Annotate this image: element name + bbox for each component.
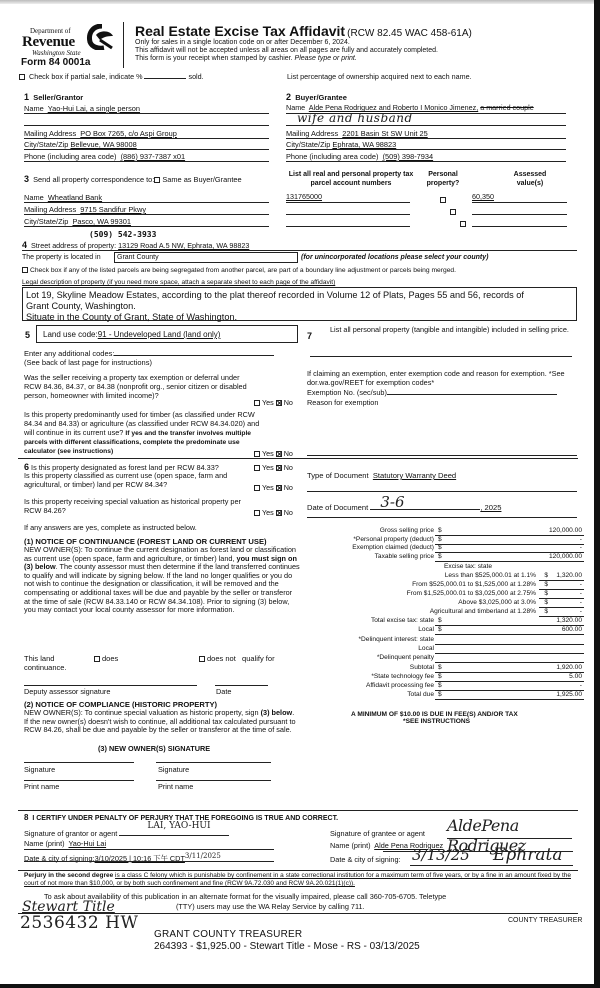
form-subtitle-1: Only for sales in a single location code on or after December 6, 2024. [135,39,350,46]
partial-sale-percent[interactable] [144,78,186,79]
grantee-city-field[interactable]: Ephrata [493,845,563,865]
street-address-field[interactable]: 13129 Road A.5 NW, Ephrata, WA 98823 [118,241,250,250]
yes-checkbox[interactable] [254,485,260,491]
print-name-line-2 [156,780,271,781]
grantee-date-row: Date & city of signing: [330,855,401,864]
parcel-number-line [286,214,410,215]
new-owner-sig-line-1 [24,762,134,763]
taxable-selling-price-value[interactable]: 120,000.00 [548,553,582,560]
seller-phone-line [24,161,269,162]
buyer-mailing-field[interactable]: 2201 Basin St SW Unit 25 [342,129,428,138]
buyer-section-title: 2 Buyer/Grantee [286,92,347,102]
buyer-name-row: Name Alde Pena Rodriguez and Roberto I Monico Jimenez, a married couple [286,103,534,112]
delinquent-interest-state: *Delinquent interest: state [330,636,584,645]
handwritten-company: Stewart Title [22,899,115,915]
personal-property-checkbox[interactable] [450,209,456,215]
street-address-line [22,250,577,251]
grantor-name-field[interactable]: Yao-Hui Lai [68,839,107,848]
seller-name-row: Name Yao-Hui Lai, a single person [24,104,141,113]
excise-tier: From $525,000.01 to $1,525,000 at 1.28% $ - [412,581,582,588]
land-use-box: Land use code:91 - Undeveloped Land (land only) [36,325,298,343]
form-number: Form 84 0001a [21,57,91,68]
yes-checkbox[interactable] [254,400,260,406]
personal-property-label: List all personal property (tangible and intangible) included in selling price. [330,325,569,334]
form-subtitle-3: This form is your receipt when stamped by cashier. Please type or print. [135,55,357,62]
buyer-city-row: City/State/Zip Ephrata, WA 98823 [286,140,397,149]
partial-sale-row: Check box if partial sale, indicate % sold. [19,73,204,82]
deputy-signature-label: Deputy assessor signature [24,687,111,696]
correspondence-phone-stamp: (509) 542-3933 [89,230,157,239]
excise-local: Local $ 600.00 [418,626,582,633]
seller-name-line-2 [24,125,269,126]
minimum-note: A MINIMUM OF $10.00 IS DUE IN FEE(S) AND/OR TAX [351,711,518,718]
exemption-claimed-deduct-value[interactable]: - [579,544,582,551]
excise-tier-value[interactable]: - [579,599,582,606]
excise-tier-value[interactable]: - [579,608,582,615]
buyer-phone-line [286,161,566,162]
parcel-number-line [286,226,410,227]
ownership-note: List percentage of ownership acquired next to each name. [287,72,472,81]
no-checkbox[interactable] [276,451,282,457]
form-title-ref: (RCW 82.45 WAC 458-61A) [347,28,472,39]
grantee-name-row: Name (print) Alde Pena Rodriguez [330,841,444,850]
grantee-signature-line [447,838,572,839]
form-title [135,23,472,40]
yes-checkbox[interactable] [254,465,260,471]
no-checkbox[interactable] [276,510,282,516]
personal-property-deduct-value[interactable]: - [579,536,582,543]
question-timber: Is this property predominantly used for timber (as classified under RCW 84.34 and 84.33) or agriculture (as classified under RCW 84.34.020) and will continue in its current use? If yes and the transfer involves multiple parcels with different classifications, complete the predominate use calculator (see instructions) [24,410,260,456]
total-due: Total due $ 1,925.00 [407,691,582,698]
state-technology-fee: *State technology fee $ 5.00 [371,673,582,680]
buyer-mailing-line [286,138,566,139]
grantee-signature-field[interactable]: AldePena Rodriguez [447,816,526,855]
print-name-label-2: Print name [158,782,194,791]
located-in-label: The property is located in [22,254,101,261]
street-address-row: 4 Street address of property: 13129 Road A.5 NW, Ephrata, WA 98823 [22,240,250,250]
no-checkbox[interactable] [276,465,282,471]
personal-col-header: Personal property? [426,171,460,187]
seller-mailing-field[interactable]: PO Box 7265, c/o Aspi Group [80,129,177,138]
correspondence-mailing-line [24,214,269,215]
document-date-line [307,517,577,518]
excise-tier-value[interactable]: - [579,590,582,597]
does-option: does [94,654,118,663]
accessibility-note-2: (TTY) users may use the WA Relay Service by calling 711. [176,902,365,911]
seller-phone-field[interactable]: (886) 937-7387 x01 [120,152,186,161]
question-exemption: Was the seller receiving a property tax exemption or deferral under RCW 84.36, 84.37, or 84.38 (nonprofit org., senior citizen or disabled person, homeowner with limited income)? [24,373,247,400]
correspondence-city-row: City/State/Zip Pasco, WA 99301 [24,217,131,226]
parcel-col-header: List all real and personal property tax parcel account numbers [288,171,414,187]
grantee-name-field[interactable]: Alde Pena Rodriguez [374,841,444,850]
segregated-checkbox[interactable] [22,267,28,273]
question-current-use: Is this property classified as current use (open space, farm and agricultural, or timber) land per RCW 84.34? [24,471,228,489]
excise-header: Excise tax: state [444,563,493,570]
subtotal: Subtotal $ 1,920.00 [409,664,582,671]
excise-tier-value[interactable]: 1,320.00 [556,572,582,579]
seller-name-line [24,113,269,114]
document-date-field[interactable]: 3-6 [370,501,480,510]
county-select[interactable]: Grant County [114,252,298,263]
print-name-line-1 [24,780,134,781]
exemption-claimed-deduct: Exemption claimed (deduct) $ - [352,544,582,551]
correspondence-name-line [24,202,269,203]
exemption-reason-label: Reason for exemption [307,398,379,407]
correspondence-mailing-row: Mailing Address 9715 Sandifur Pkwy [24,205,147,214]
exemption-number-row: Exemption No. (sec/sub) [307,389,557,398]
document-type-line [307,491,577,492]
accessibility-note-1: To ask about availability of this publication in an alternate format for the visually impaired, please call 360-705-6705. Teletype [44,892,447,901]
agency-top: Department of [30,27,71,35]
buyer-name-handwritten: wife and husband [297,111,413,125]
personal-property-section-num: 7 [307,331,313,341]
personal-property-line [310,356,572,357]
question-exemption-answer: Yes No [254,399,293,408]
header-divider [123,22,124,68]
question-timber-answer: Yes No [254,450,293,459]
deputy-signature-line [24,685,197,686]
personal-property-deduct: *Personal property (deduct) $ - [353,536,582,543]
question-historic: Is this property receiving special valuation as historical property per RCW 84.26? [24,497,241,515]
total-excise-state-value[interactable]: 1,320.00 [556,617,582,624]
delinquent-penalty: *Delinquent penalty [330,654,584,663]
buyer-phone-row: Phone (including area code) (509) 398-7934 [286,152,434,161]
assessed-value-line [472,214,567,215]
see-instructions: *SEE INSTRUCTIONS [403,718,471,725]
treasurer-stamp-detail: 264393 - $1,925.00 - Stewart Title - Mose - RS - 03/13/2025 [154,941,420,952]
seller-city-field[interactable]: Bellevue, WA 98008 [70,140,137,149]
assessed-value-line [472,226,567,227]
state-technology-fee-value[interactable]: 5.00 [569,673,582,680]
if-yes-note: If any answers are yes, complete as instructed below. [24,523,197,532]
deputy-date-label: Date [216,687,232,696]
continuance-title: (1) NOTICE OF CONTINUANCE (FOREST LAND OR CURRENT USE) [24,537,267,546]
buyer-city-line [286,149,566,150]
grantee-signature-row: Signature of grantee or agent [330,829,425,838]
assessed-value-field[interactable]: 60,350 [472,192,494,201]
affidavit-processing-fee: Affidavit processing fee $ - [365,682,582,689]
question-forest: 6 Is this property designated as forest land per RCW 84.33? [24,462,219,472]
delinquent-interest-local: Local [330,645,584,654]
certify-top-line [18,810,578,811]
seller-section-title: 1 Seller/Grantor [24,92,84,102]
buyer-name-struck: a married couple [480,103,534,112]
taxable-selling-price: Taxable selling price $ 120,000.00 [374,553,582,560]
total-due-value[interactable]: 1,925.00 [556,691,582,698]
gross-selling-price-value[interactable]: 120,000.00 [548,527,582,534]
perjury-notice: Perjury in the second degree is a class C felony which is punishable by confinement in a state correctional institution for a maximum term of five years, or by a fine in an amount fixed by the court of not more than $10,000, or by both such confinement and fine (RCW 9A.72.030 and RCW 9A.20.021(1)(c)). [24,872,571,888]
question-historic-answer: Yes No [254,509,293,518]
yes-checkbox[interactable] [254,451,260,457]
additional-codes-note: (See back of last page for instructions) [24,358,152,367]
excise-tier: Above $3,025,000 at 3.0% $ - [458,599,582,606]
correspondence-city-line [24,226,269,227]
buyer-name-field[interactable]: Alde Pena Rodriguez and Roberto I Monico Jimenez, [308,103,479,112]
grantor-name-row: Name (print) Yao-Hui Lai [24,839,107,848]
correspondence-name-field[interactable]: Wheatland Bank [47,193,103,202]
question-divider [18,458,578,459]
deputy-date-line [215,685,268,686]
scan-edge-top [0,0,600,4]
does-not-option: does not qualify for [199,654,275,663]
land-use-field[interactable]: 91 - Undeveloped Land (land only) [97,330,221,339]
legal-description-label: Legal description of property (if you need more space, attach a separate sheet to each page of the affidavit) [22,279,336,286]
no-checkbox[interactable] [276,485,282,491]
grantee-date-field[interactable]: 3/13/25 [412,846,470,864]
treasurer-stamp-title: GRANT COUNTY TREASURER [154,929,303,940]
additional-codes-row: Enter any additional codes: [24,349,274,358]
excise-local-value[interactable]: 600.00 [561,626,582,633]
legal-description-box[interactable]: Lot 19, Skyline Meadow Estates, according to the plat thereof recorded in Volume 12 of Plats, Pages 55 and 56, records of Grant County, Washington. Situate in the County of Grant, State of Washington. [22,287,577,321]
personal-property-checkbox[interactable] [440,197,446,203]
same-as-buyer-checkbox[interactable] [154,177,160,183]
grantor-signature-row: Signature of grantor or agent LAI, YAO-HUI [24,827,229,839]
parcel-number-line [286,202,410,203]
print-name-label-1: Print name [24,782,60,791]
seller-city-row: City/State/Zip Bellevue, WA 98008 [24,140,137,149]
continuance-body: NEW OWNER(S): To continue the current designation as forest land or classification as current use (open space, farm and agriculture, or timber) land, you must sign on (3) below. The county assessor must then determine if the land transferred continues to qualify and will indicate by signing below. If the land no longer qualifies or you do not wish to continue the designation or classification, it will be removed and the compensating or additional taxes will be due and payable by the seller or transferor at the time of sale (RCW 84.33.140 or RCW 84.34.108). Prior to signing (3) below, you may contact your local county assessor for more information. [24,545,300,615]
grantor-signature-field[interactable]: LAI, YAO-HUI [119,827,229,836]
new-owner-signature-title: (3) NEW OWNER(S) SIGNATURE [98,744,211,753]
does-not-checkbox[interactable] [199,656,205,662]
gross-selling-price: Gross selling price $ 120,000.00 [379,527,582,534]
new-owner-sig-line-2 [156,762,271,763]
document-date-row: Date of Document 3-6 , 2025 [307,493,502,512]
question-current-use-answer: Yes No [254,484,293,493]
document-type-field[interactable]: Statutory Warranty Deed [372,471,457,480]
dor-logo-icon [86,24,116,50]
additional-codes-field[interactable] [114,355,274,356]
buyer-mailing-row: Mailing Address 2201 Basin St SW Unit 25 [286,129,428,138]
affidavit-processing-fee-value[interactable]: - [579,682,582,689]
does-checkbox[interactable] [94,656,100,662]
no-checkbox[interactable] [276,400,282,406]
partial-sale-checkbox[interactable] [19,74,25,80]
compliance-body: NEW OWNER(S): To continue special valuation as historic property, sign (3) below. If the new owner(s) doesn't wish to continue, all additional tax calculated pursuant to RCW 84.26, shall be due and payable by the seller or transferor at the time of sale. [24,708,296,735]
excise-tier: Less than $525,000.01 at 1.1% $ 1,320.00 [444,572,582,579]
document-type-row: Type of Document Statutory Warranty Deed [307,471,457,480]
assessed-col-header: Assessed value(s) [513,171,547,187]
grantor-date-row: Date & city of signing:3/10/2025 | 10:16 下午 CDT3/11/2025 [24,852,221,863]
grantee-date-line [410,865,573,866]
parcel-number-field[interactable]: 131765000 [286,192,322,201]
subtotal-value[interactable]: 1,920.00 [556,664,582,671]
exemption-number-field[interactable] [387,394,557,395]
buyer-name-line-2 [286,125,566,126]
grantor-date-line [24,861,274,862]
grantor-date-stamp: 3/11/2025 [184,852,221,860]
grantor-date-field[interactable]: 3/10/2025 | 10:16 下午 CDT [94,854,185,863]
perjury-top-line [18,870,578,871]
county-treasurer-label: COUNTY TREASURER [508,917,583,924]
personal-property-checkbox[interactable] [460,221,466,227]
compliance-title: (2) NOTICE OF COMPLIANCE (HISTORIC PROPERTY) [24,700,218,709]
correspondence-title: 3 Send all property correspondence to: Same as Buyer/Grantee [24,174,242,184]
correspondence-name-row: Name Wheatland Bank [24,193,103,202]
form-subtitle-2: This affidavit will not be accepted unless all areas on all pages are fully and accurately completed. [135,47,438,54]
seller-city-line [24,149,269,150]
agency-state: Washington State [32,49,81,57]
signature-label-1: Signature [24,765,56,774]
correspondence-mailing-field[interactable]: 9715 Sandifur Pkwy [80,205,147,214]
seller-name-field[interactable]: Yao-Hui Lai, a single person [47,104,141,113]
signature-label-2: Signature [158,765,190,774]
form-title-main: Real Estate Excise Tax Affidavit [135,23,346,39]
scan-edge-bottom [0,984,600,988]
continuance-label: continuance. [24,663,67,672]
exemption-intro: If claiming an exemption, enter exemption code and reason for exemption. *See dor.wa.gov/REET for exemption codes* [307,369,565,387]
certify-statement: 8 I CERTIFY UNDER PENALTY OF PERJURY THAT THE FOREGOING IS TRUE AND CORRECT. [24,813,339,822]
agency-main: Revenue [22,34,75,50]
excise-tier: Agricultural and timberland at 1.28% $ - [429,608,582,615]
seller-mailing-row: Mailing Address PO Box 7265, c/o Aspi Group [24,129,177,138]
seller-phone-row: Phone (including area code) (886) 937-7387 x01 [24,152,186,161]
grantor-name-line [24,849,274,850]
correspondence-city-field[interactable]: Pasco, WA 99301 [72,217,131,226]
segregated-row: Check box if any of the listed parcels are being segregated from another parcel, are part of a boundary line adjustment or parcels being merged. [22,267,456,275]
county-note: (for unincorporated locations please select your county) [301,254,489,261]
assessed-value-line [472,202,567,203]
excise-tier-value[interactable]: - [579,581,582,588]
this-land-label: This land [24,654,55,663]
handwritten-number: 2536432 HW [20,913,139,933]
buyer-phone-field[interactable]: (509) 398-7934 [382,152,434,161]
excise-tier: From $1,525,000.01 to $3,025,000 at 2.75% $ - [406,590,582,597]
yes-checkbox[interactable] [254,510,260,516]
total-excise-state: Total excise tax: state $ 1,320.00 [370,617,582,624]
question-forest-answer: Yes No [254,464,293,473]
exemption-reason-line [307,455,577,456]
seller-mailing-line [24,138,269,139]
land-use-section-num: 5 [25,330,31,340]
buyer-city-field[interactable]: Ephrata, WA 98823 [332,140,397,149]
